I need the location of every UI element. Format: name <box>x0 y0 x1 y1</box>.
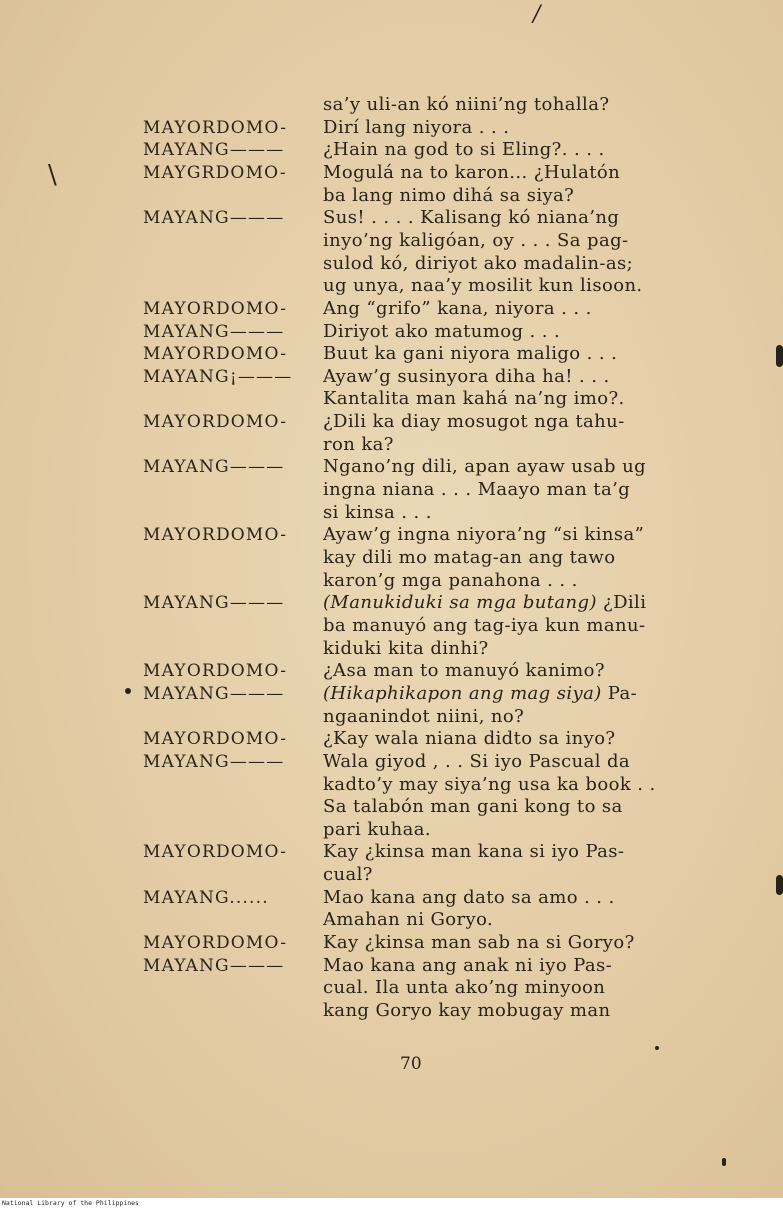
dialogue-text: Mao kana ang dato sa amo . . . <box>323 886 615 908</box>
speaker-label: MAYORDOMO- <box>143 933 288 954</box>
speaker-label: MAYORDOMO- <box>143 729 288 750</box>
dialogue-text: Sa talabón man gani kong to sa <box>323 796 623 818</box>
dialogue-text: kang Goryo kay mobugay man <box>323 1000 611 1021</box>
dialogue-text: Ayaw’g susinyora diha ha! . . . <box>323 365 610 387</box>
dialogue-text: Dirí lang niyora . . . <box>323 116 510 138</box>
dialogue-text: kay dili mo matag-an ang tawo <box>323 547 616 568</box>
dialogue-line <box>323 774 656 796</box>
ink-speck <box>125 688 131 694</box>
dialogue-text: kiduki kita dinhi? <box>323 637 489 659</box>
speaker-label: MAYANG——— <box>143 457 285 478</box>
dialogue-line <box>323 162 620 184</box>
dialogue-text: Mao kana ang anak ni iyo Pas- <box>323 954 613 976</box>
dialogue-line <box>323 388 625 410</box>
dialogue-text: cual. Ila unta ako’ng minyoon <box>323 977 606 999</box>
dialogue-line <box>323 411 625 433</box>
dialogue-line <box>323 955 612 977</box>
dialogue-line <box>323 502 432 524</box>
dialogue-line <box>323 660 605 682</box>
dialogue-line <box>323 321 560 343</box>
dialogue-text: ¿Hain na god to si Eling?. . . . <box>323 139 605 161</box>
ink-speck <box>776 875 783 895</box>
dialogue-line <box>323 185 574 207</box>
dialogue-line <box>323 298 592 320</box>
dialogue-text: ba lang nimo dihá sa siya? <box>323 184 575 206</box>
dialogue-line <box>323 638 489 660</box>
dialogue-text: Ayaw’g ingna niyora’ng “si kinsa” <box>323 524 645 546</box>
speaker-label: MAYORDOMO- <box>143 842 288 863</box>
dialogue-text: Ngano’ng dili, apan ayaw usab ug <box>323 456 647 478</box>
dialogue-text: Wala giyod , . . Si iyo Pascual da <box>323 750 631 772</box>
stage-direction: (Hikaphikapon ang mag siya) <box>323 682 602 704</box>
ink-speck <box>722 1158 726 1166</box>
dialogue-line <box>323 524 644 546</box>
dialogue-text: Kay ¿kinsa man kana si iyo Pas- <box>323 841 625 863</box>
dialogue-text: ngaanindot niini, no? <box>323 705 525 727</box>
dialogue-text: ¿Dili ka diay mosugot nga tahu- <box>323 411 625 433</box>
speaker-label: MAYGRDOMO- <box>143 162 287 183</box>
dialogue-text: ug unya, naa’y mosilit kun lisoon. <box>323 275 643 297</box>
dialogue-text: kadto’y may siya’ng usa ka book . . <box>323 773 656 795</box>
dialogue-text: Mogulá na to karon... ¿Hulatón <box>323 161 621 183</box>
dialogue-line <box>323 456 646 478</box>
dialogue-text: Ang “grifo” kana, niyora . . . <box>323 297 592 319</box>
dialogue-text: ¿Asa man to manuyó kanimo? <box>323 660 605 682</box>
dialogue-line <box>323 683 637 705</box>
dialogue-text: si kinsa . . . <box>323 501 432 523</box>
dialogue-line <box>323 887 615 909</box>
dialogue-line <box>323 615 646 637</box>
dialogue-line <box>323 796 623 818</box>
library-footer: National Library of the Philippines <box>0 1198 783 1208</box>
dialogue-line <box>323 592 646 614</box>
dialogue-line <box>323 139 605 161</box>
dialogue-text: Amahan ni Goryo. <box>323 909 494 931</box>
dialogue-text: ¿Dili <box>596 592 647 614</box>
speaker-label: MAYORDOMO- <box>143 661 288 682</box>
dialogue-text: Diriyot ako matumog . . . <box>323 320 561 342</box>
dialogue-text: ba manuyó ang tag-iya kun manu- <box>323 614 646 636</box>
dialogue-text: Buut ka gani niyora maligo . . . <box>323 343 618 365</box>
dialogue-line <box>323 706 524 728</box>
dialogue-text: Kay ¿kinsa man sab na si Goryo? <box>323 932 635 954</box>
dialogue-line <box>323 94 609 116</box>
dialogue-text: Pa- <box>601 682 638 704</box>
speaker-label: MAYANG——— <box>143 683 285 704</box>
dialogue-text: ingna niana . . . Maayo man ta’g <box>323 479 631 501</box>
dialogue-text: cual? <box>323 864 373 886</box>
speaker-label: MAYORDOMO- <box>143 412 288 433</box>
speaker-label: MAYORDOMO- <box>143 525 288 546</box>
stage-direction: (Manukiduki sa mga butang) <box>323 592 597 614</box>
dialogue-line <box>323 1000 611 1022</box>
dialogue-line <box>323 909 493 931</box>
speaker-label: MAYANG——— <box>143 751 285 772</box>
speaker-label: MAYORDOMO- <box>143 117 288 138</box>
dialogue-line <box>323 275 643 297</box>
dialogue-line <box>323 547 615 569</box>
ink-speck <box>776 345 783 367</box>
speaker-label: MAYANG¡——— <box>143 366 293 387</box>
dialogue-line <box>323 207 619 229</box>
top-mark: / <box>533 2 541 27</box>
dialogue-text: Kantalita man kahá na’ng imo?. <box>323 388 625 410</box>
speaker-label: MAYANG——— <box>143 140 285 161</box>
dialogue-text: sa’y uli-an kó niini’ng tohalla? <box>323 94 610 115</box>
dialogue-line <box>323 253 633 275</box>
dialogue-line <box>323 343 617 365</box>
dialogue-line <box>323 728 616 750</box>
dialogue-line <box>323 751 630 773</box>
ink-speck <box>655 1046 659 1050</box>
dialogue-line <box>323 230 629 252</box>
dialogue-text: ¿Kay wala niana didto sa inyo? <box>323 728 616 750</box>
speaker-label: MAYANG——— <box>143 208 285 229</box>
dialogue-line <box>323 977 605 999</box>
speaker-label: MAYORDOMO- <box>143 344 288 365</box>
dialogue-text: inyo’ng kaligóan, oy . . . Sa pag- <box>323 229 629 251</box>
dialogue-text: Sus! . . . . Kalisang kó niana’ng <box>323 207 620 229</box>
dialogue-line <box>323 570 578 592</box>
speaker-label: MAYORDOMO- <box>143 298 288 319</box>
speaker-label: MAYANG——— <box>143 321 285 342</box>
dialogue-line <box>323 819 431 841</box>
dialogue-line <box>323 932 635 954</box>
speaker-label: MAYANG——— <box>143 593 285 614</box>
dialogue-text: sulod kó, diriyot ako madalin-as; <box>323 252 634 274</box>
dialogue-line <box>323 479 630 501</box>
dialogue-line <box>323 434 394 456</box>
dialogue-text: karon’g mga panahona . . . <box>323 569 578 591</box>
dialogue-line <box>323 841 624 863</box>
page-number: 70 <box>400 1054 422 1074</box>
dialogue-line <box>323 864 373 886</box>
dialogue-text: pari kuhaa. <box>323 818 432 840</box>
margin-mark: \ <box>48 160 57 190</box>
dialogue-line <box>323 117 509 139</box>
speaker-label: MAYANG——— <box>143 955 285 976</box>
dialogue-line <box>323 366 610 388</box>
dialogue-text: ron ka? <box>323 433 394 455</box>
speaker-label: MAYANG...... <box>143 887 269 908</box>
